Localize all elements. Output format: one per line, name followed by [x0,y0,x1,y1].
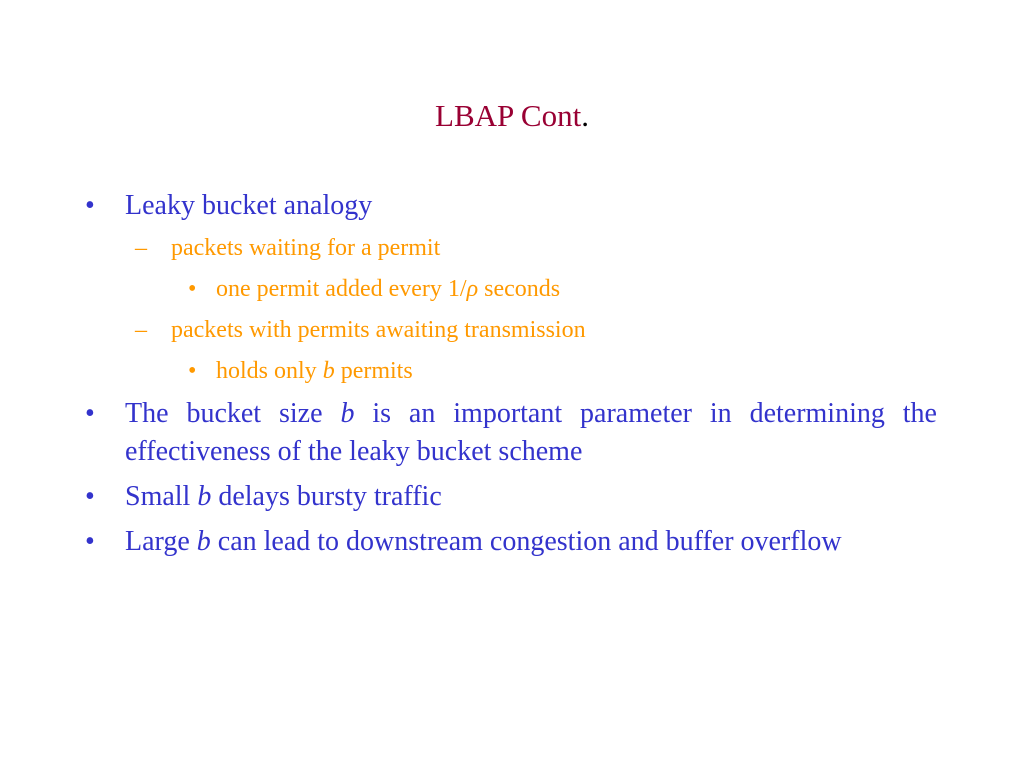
subsubbullet-permit-rate [188,273,561,305]
bullet-small-b [85,478,937,516]
subsubbullet-text-post: permits [334,358,413,384]
bullet-marker: • [188,276,197,302]
slide-title [0,96,1024,136]
subbullet-packets-waiting [135,232,441,264]
bullet-text-pre: Small [125,481,198,512]
slide-title-text: LBAP Cont [435,98,582,133]
bullet-large-b [85,523,937,561]
bullet-bucket-size [85,395,937,471]
slide-title-period: . [581,98,589,133]
bullet-text-post: is an important parameter in determining the effectiveness of the leaky bucket scheme [125,398,937,467]
bullet-leaky-bucket-analogy [85,187,937,225]
bullet-marker: • [188,358,197,384]
rho-symbol: ρ [466,276,479,302]
bullet-text-pre: The bucket size [125,398,341,429]
bullet-text-pre: Large [125,526,197,557]
subsubbullet-text-pre: holds only [216,358,323,384]
bullet-text-post: delays bursty traffic [211,481,442,512]
bullet-marker: • [85,190,95,221]
bullet-marker: • [85,398,95,429]
dash-marker: – [135,317,147,343]
subsubbullet-holds-only [188,355,413,387]
bullet-marker: • [85,481,95,512]
bullet-marker: • [85,526,95,557]
variable-b: b [322,358,335,384]
subbullet-packets-with-permits [135,314,586,346]
variable-b: b [340,398,355,429]
dash-marker: – [135,235,147,261]
subbullet-text: packets with permits awaiting transmission [171,317,586,343]
bullet-text-post: can lead to downstream congestion and buffer overflow [210,526,842,557]
subbullet-text: packets waiting for a permit [171,235,441,261]
subsubbullet-text-pre: one permit added every 1/ [216,276,467,302]
bullet-text: Leaky bucket analogy [125,190,373,221]
variable-b: b [197,481,212,512]
variable-b: b [196,526,211,557]
subsubbullet-text-post: seconds [478,276,561,302]
